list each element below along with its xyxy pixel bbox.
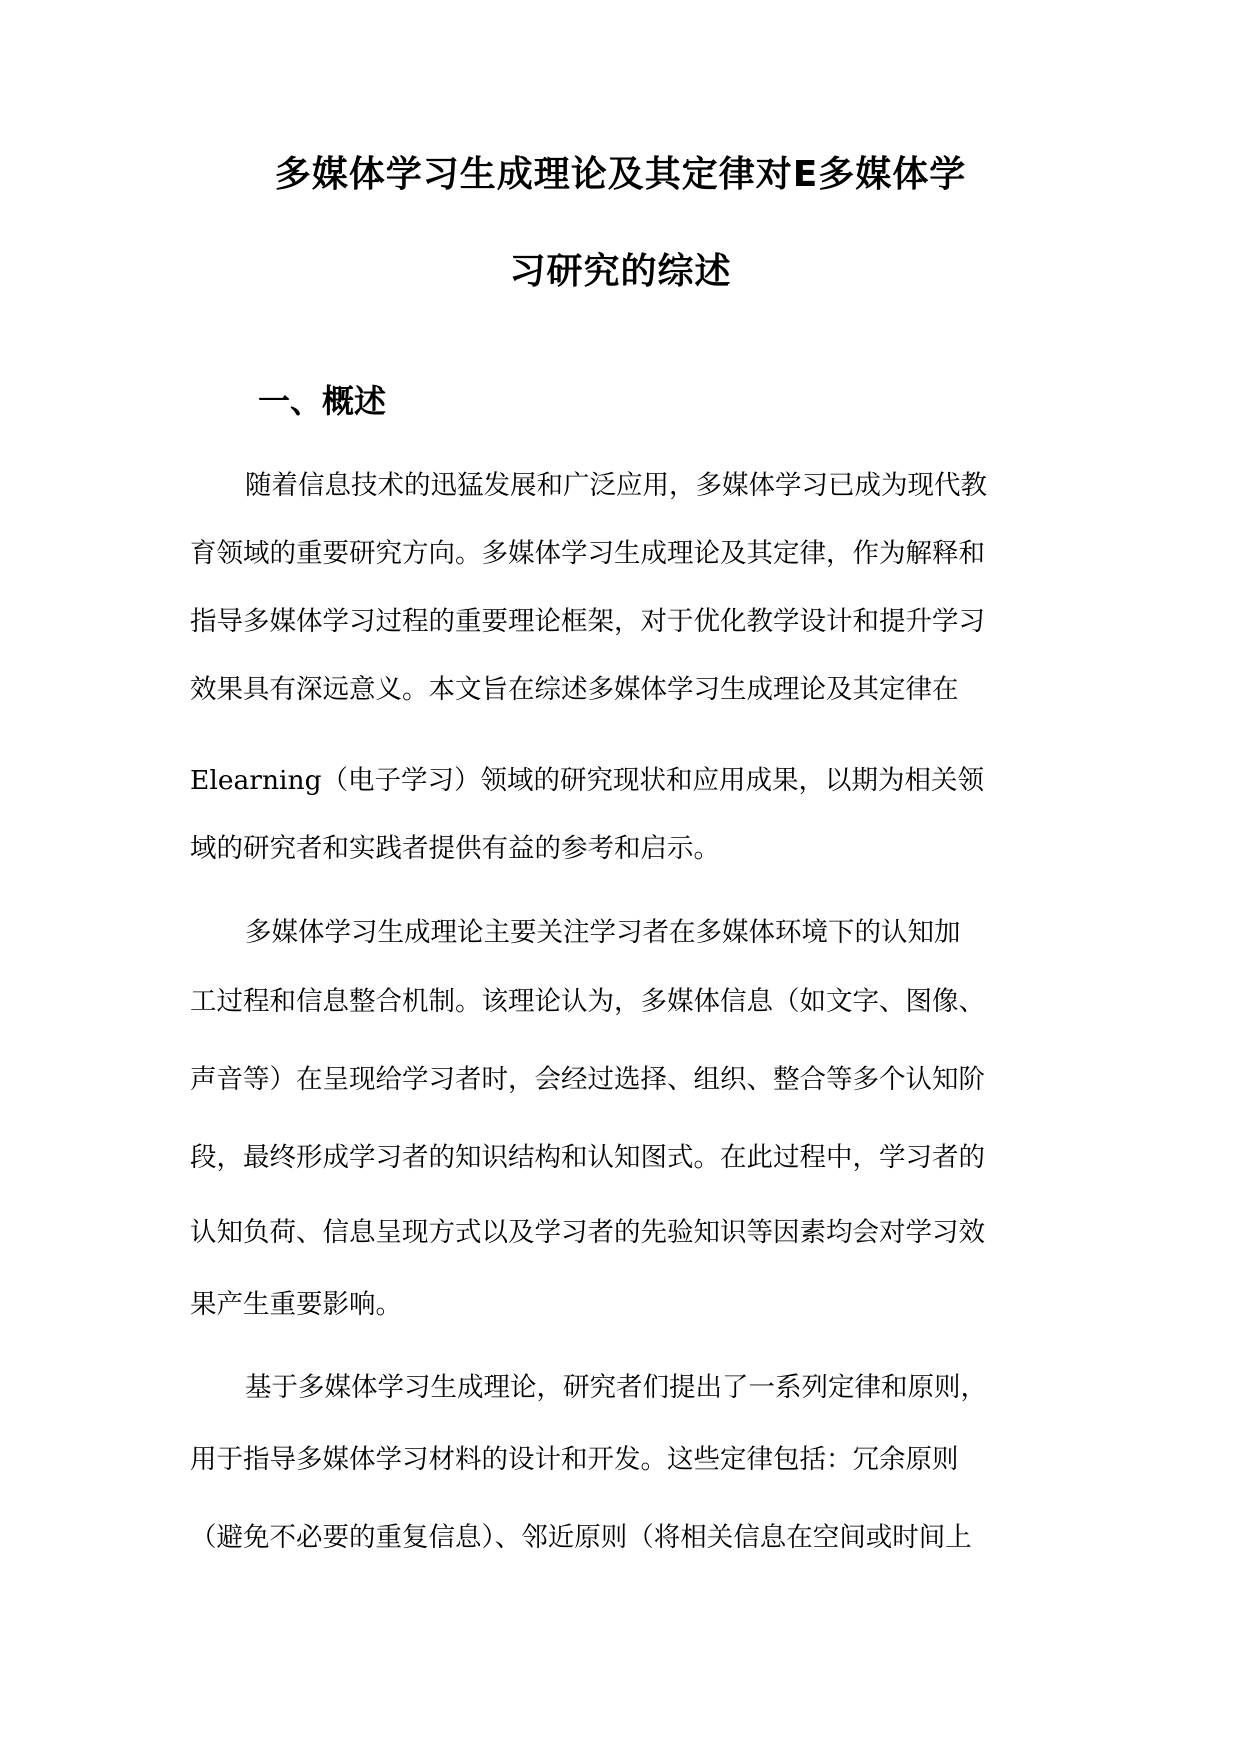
paragraph-1-line-2: 育领域的重要研究方向。多媒体学习生成理论及其定律，作为解释和 — [190, 538, 985, 569]
document-title-line-2: 习研究的综述 — [509, 251, 732, 292]
paragraph-1-line-3: 指导多媒体学习过程的重要理论框架，对于优化教学设计和提升学习 — [190, 606, 985, 637]
section-heading-overview: 一、概述 — [258, 382, 387, 420]
paragraph-1-line-6: 域的研究者和实践者提供有益的参考和启示。 — [190, 833, 720, 864]
paragraph-2-line-4: 段，最终形成学习者的知识结构和认知图式。在此过程中，学习者的 — [190, 1142, 985, 1173]
paragraph-3-line-1: 基于多媒体学习生成理论，研究者们提出了一系列定律和原则， — [245, 1372, 987, 1403]
paragraph-1-line-5: Elearning（电子学习）领域的研究现状和应用成果，以期为相关领 — [190, 765, 985, 796]
paragraph-2-line-1: 多媒体学习生成理论主要关注学习者在多媒体环境下的认知加 — [245, 917, 961, 948]
paragraph-2-line-2: 工过程和信息整合机制。该理论认为，多媒体信息（如文字、图像、 — [190, 986, 985, 1017]
paragraph-3-line-3: （避免不必要的重复信息）、邻近原则（将相关信息在空间或时间上 — [190, 1522, 972, 1553]
paragraph-1-line-1: 随着信息技术的迅猛发展和广泛应用，多媒体学习已成为现代教 — [245, 470, 987, 501]
paragraph-3-line-2: 用于指导多媒体学习材料的设计和开发。这些定律包括：冗余原则 — [190, 1444, 959, 1475]
paragraph-2-line-6: 果产生重要影响。 — [190, 1289, 402, 1320]
paragraph-2-line-5: 认知负荷、信息呈现方式以及学习者的先验知识等因素均会对学习效 — [190, 1217, 985, 1248]
paragraph-1-line-4: 效果具有深远意义。本文旨在综述多媒体学习生成理论及其定律在 — [190, 674, 959, 705]
paragraph-2-line-3: 声音等）在呈现给学习者时，会经过选择、组织、整合等多个认知阶 — [190, 1064, 985, 1095]
document-title-line-1: 多媒体学习生成理论及其定律对E多媒体学 — [274, 154, 967, 195]
